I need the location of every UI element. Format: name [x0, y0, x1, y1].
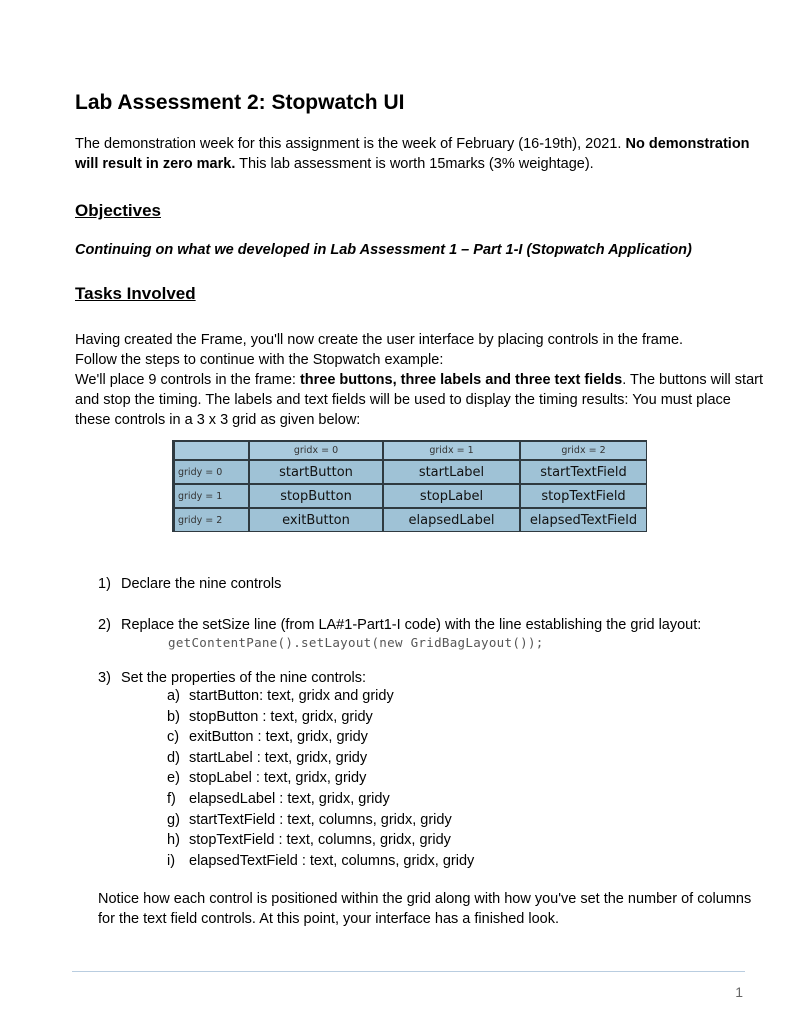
grid-col-header: gridx = 1 — [384, 442, 519, 459]
item-letter: i) — [167, 852, 176, 869]
item-letter: d) — [167, 749, 180, 766]
code-snippet: getContentPane().setLayout(new GridBagLayout()); — [168, 635, 544, 650]
intro-paragraph — [75, 134, 765, 174]
properties-list — [167, 686, 474, 871]
item-text: exitButton : text, gridx, gridy — [189, 729, 368, 746]
item-text: elapsedLabel : text, gridx, gridy — [189, 790, 390, 807]
step-2 — [98, 615, 701, 635]
page-number: 1 — [735, 984, 743, 1000]
grid-corner-cell — [175, 442, 248, 459]
grid-layout-table — [172, 440, 647, 532]
intro-text-1: The demonstration week for this assignment is the week of February (16-19th), 2021. — [75, 136, 626, 152]
tasks-line-3-post: . The buttons will start and stop the timing. The labels and text fields will be used to display the timing results: You must place these controls in a 3 x 3 grid as given below: — [75, 372, 764, 428]
grid-cell: stopTextField — [521, 485, 646, 507]
grid-cell: startTextField — [521, 461, 646, 483]
grid-col-header: gridx = 2 — [521, 442, 646, 459]
tasks-line-3-bold: three buttons, three labels and three text fields — [299, 372, 623, 388]
list-item — [167, 768, 474, 789]
intro-bold-warning: No demonstration will result in zero mark. — [75, 136, 750, 172]
item-text: stopButton : text, gridx, gridy — [189, 708, 373, 725]
item-letter: g) — [167, 811, 180, 828]
grid-cell: startButton — [250, 461, 382, 483]
step-number: 2) — [98, 617, 111, 633]
item-text: startTextField : text, columns, gridx, gridy — [189, 811, 452, 828]
objectives-heading: Objectives — [75, 201, 161, 220]
list-item — [167, 727, 474, 748]
step-text: Replace the setSize line (from LA#1-Part1-I code) with the line establishing the grid layout: — [121, 617, 702, 633]
item-text: stopLabel : text, gridx, gridy — [189, 770, 367, 787]
item-letter: h) — [167, 832, 180, 849]
list-item — [167, 748, 474, 769]
step-number: 3) — [98, 670, 111, 686]
page-title: Lab Assessment 2: Stopwatch UI — [75, 91, 405, 114]
item-letter: e) — [167, 770, 180, 787]
list-item — [167, 851, 474, 872]
item-letter: a) — [167, 688, 180, 704]
grid-cell: elapsedLabel — [384, 509, 519, 531]
tasks-paragraph — [75, 330, 765, 430]
grid-cell: stopButton — [250, 485, 382, 507]
item-text: startLabel : text, gridx, gridy — [189, 749, 368, 766]
list-item — [167, 810, 474, 831]
notice-paragraph: Notice how each control is positioned within the grid along with how you've set the number of columns for the text field controls. At this point, your interface has a finished look. — [98, 891, 752, 927]
tasks-line-3-pre: We'll place 9 controls in the frame: — [75, 372, 300, 388]
tasks-line-1: Having created the Frame, you'll now create the user interface by placing controls in the frame. — [75, 332, 684, 348]
list-item — [167, 707, 474, 728]
list-item — [167, 789, 474, 810]
item-text: stopTextField : text, columns, gridx, gridy — [189, 832, 451, 849]
step-text: Declare the nine controls — [121, 576, 282, 592]
grid-row-header: gridy = 1 — [175, 485, 248, 507]
list-item — [167, 830, 474, 851]
step-3 — [98, 668, 366, 688]
step-number: 1) — [98, 576, 111, 592]
list-item — [167, 686, 474, 707]
grid-row-header: gridy = 2 — [175, 509, 248, 531]
grid-cell: elapsedTextField — [521, 509, 646, 531]
grid-cell: exitButton — [250, 509, 382, 531]
grid-cell: stopLabel — [384, 485, 519, 507]
intro-text-2: This lab assessment is worth 15marks (3% weightage). — [235, 156, 594, 172]
item-text: elapsedTextField : text, columns, gridx, gridy — [189, 852, 475, 869]
item-letter: c) — [167, 729, 180, 746]
tasks-line-2: Follow the steps to continue with the Stopwatch example: — [75, 352, 444, 368]
grid-cell: startLabel — [384, 461, 519, 483]
item-letter: b) — [167, 708, 180, 725]
item-letter: f) — [167, 790, 176, 807]
step-1 — [98, 574, 281, 594]
grid-col-header: gridx = 0 — [250, 442, 382, 459]
footer-divider — [72, 971, 745, 972]
tasks-heading: Tasks Involved — [75, 284, 196, 303]
grid-row-header: gridy = 0 — [175, 461, 248, 483]
objectives-subtitle: Continuing on what we developed in Lab Assessment 1 – Part 1-I (Stopwatch Application) — [75, 242, 692, 258]
step-text: Set the properties of the nine controls: — [121, 670, 367, 686]
item-text: startButton: text, gridx and gridy — [189, 688, 394, 704]
